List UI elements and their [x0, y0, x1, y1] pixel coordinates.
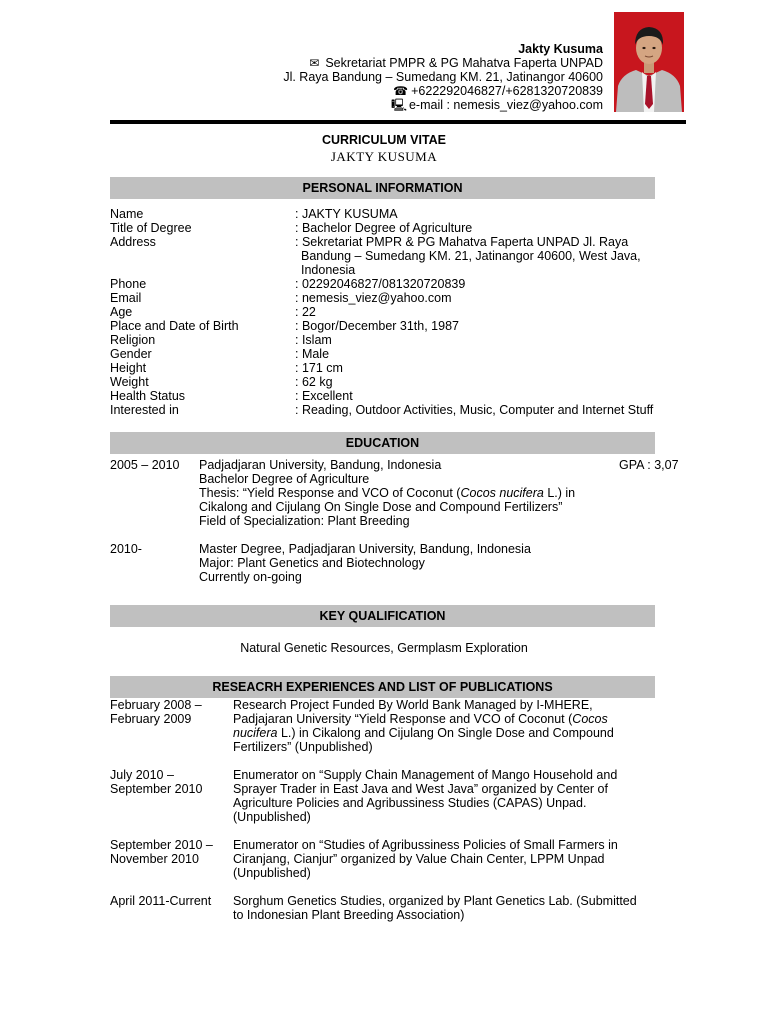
- value-degree: : Bachelor Degree of Agriculture: [295, 221, 473, 235]
- research-line: [233, 712, 608, 726]
- label-weight: Weight: [110, 375, 149, 389]
- research-date-end: November 2010: [110, 852, 199, 866]
- thesis-text-a: Thesis: “Yield Response and VCO of Coconut (: [199, 486, 461, 500]
- education-degree: Bachelor Degree of Agriculture: [199, 472, 370, 486]
- label-gender: Gender: [110, 347, 152, 361]
- research-line: (Unpublished): [233, 810, 311, 824]
- research-line: Sorghum Genetics Studies, organized by Plant Genetics Lab. (Submitted: [233, 894, 637, 908]
- phone-icon: ☎: [393, 84, 409, 98]
- thesis-text-b: L.) in: [543, 486, 576, 500]
- education-status: Currently on-going: [199, 570, 302, 584]
- value-address-3: Indonesia: [301, 263, 356, 277]
- research-line: Fertilizers” (Unpublished): [233, 740, 373, 754]
- value-address-1: : Sekretariat PMPR & PG Mahatva Faperta UNPAD Jl. Raya: [295, 235, 629, 249]
- cv-title: CURRICULUM VITAE: [321, 133, 447, 147]
- header-email: e-mail : nemesis_viez@yahoo.com: [408, 98, 603, 112]
- education-master: Master Degree, Padjadjaran University, Bandung, Indonesia: [199, 542, 531, 556]
- profile-photo: [614, 12, 684, 112]
- label-name: Name: [110, 207, 144, 221]
- research-line: [233, 726, 614, 740]
- education-period: 2005 – 2010: [110, 458, 180, 472]
- research-date-start: February 2008 –: [110, 698, 202, 712]
- research-line: Sprayer Trader in East Java and West Java” organized by Center of: [233, 782, 608, 796]
- education-university: Padjadjaran University, Bandung, Indonesia: [199, 458, 442, 472]
- header-divider: [110, 120, 686, 124]
- key-qualification-text: Natural Genetic Resources, Germplasm Exploration: [240, 641, 528, 655]
- value-height: : 171 cm: [295, 361, 343, 375]
- research-line: Enumerator on “Studies of Agribussiness Policies of Small Farmers in: [233, 838, 618, 852]
- value-gender: : Male: [295, 347, 330, 361]
- thesis-species: Cocos nucifera: [460, 486, 544, 500]
- research-line: to Indonesian Plant Breeding Association): [233, 908, 465, 922]
- research-species: nucifera: [233, 726, 278, 740]
- research-date-start: April 2011-Current: [110, 894, 212, 908]
- contact-header: [283, 42, 603, 112]
- research-date-end: September 2010: [110, 782, 203, 796]
- research-text: Padjajaran University “Yield Response and VCO of Coconut (: [233, 712, 573, 726]
- label-degree: Title of Degree: [110, 221, 192, 235]
- research-heading: RESEACRH EXPERIENCES AND LIST OF PUBLICATIONS: [110, 676, 655, 698]
- education-heading: EDUCATION: [110, 432, 655, 454]
- value-phone: : 02292046827/081320720839: [295, 277, 466, 291]
- research-date-start: July 2010 –: [110, 768, 174, 782]
- personal-information-heading: PERSONAL INFORMATION: [110, 177, 655, 199]
- label-height: Height: [110, 361, 147, 375]
- research-species: Cocos: [572, 712, 608, 726]
- label-birth: Place and Date of Birth: [110, 319, 239, 333]
- research-line: Research Project Funded By World Bank Managed by I-MHERE,: [233, 698, 593, 712]
- research-line: Enumerator on “Supply Chain Management of Mango Household and: [233, 768, 618, 782]
- research-line: Ciranjang, Cianjur” organized by Value Chain Center, LPPM Unpad: [233, 852, 605, 866]
- label-address: Address: [110, 235, 156, 249]
- education-gpa: GPA : 3,07: [619, 458, 679, 472]
- computer-icon: 🖳: [390, 98, 407, 112]
- value-age: : 22: [295, 305, 316, 319]
- education-thesis-cont: Cikalong and Cijulang On Single Dose and Compound Fertilizers”: [199, 500, 563, 514]
- education-period: 2010-: [110, 542, 142, 556]
- label-phone: Phone: [110, 277, 147, 291]
- value-birth: : Bogor/December 31th, 1987: [295, 319, 459, 333]
- education-major: Major: Plant Genetics and Biotechnology: [199, 556, 425, 570]
- value-address-2: Bandung – Sumedang KM. 21, Jatinangor 40600, West Java,: [301, 249, 641, 263]
- education-specialization: Field of Specialization: Plant Breeding: [199, 514, 410, 528]
- label-age: Age: [110, 305, 133, 319]
- value-religion: : Islam: [295, 333, 332, 347]
- research-date-end: February 2009: [110, 712, 192, 726]
- research-line: (Unpublished): [233, 866, 311, 880]
- value-email: : nemesis_viez@yahoo.com: [295, 291, 452, 305]
- header-address-2: Jl. Raya Bandung – Sumedang KM. 21, Jatinangor 40600: [283, 70, 603, 84]
- envelope-icon: ✉: [309, 56, 320, 70]
- cv-name: JAKTY KUSUMA: [330, 149, 438, 164]
- header-name: Jakty Kusuma: [518, 42, 603, 56]
- header-address-1: Sekretariat PMPR & PG Mahatva Faperta UNPAD: [325, 56, 603, 70]
- value-interests: : Reading, Outdoor Activities, Music, Computer and Internet Stuff: [295, 403, 654, 417]
- label-religion: Religion: [110, 333, 156, 347]
- value-weight: : 62 kg: [295, 375, 333, 389]
- research-text: L.) in Cikalong and Cijulang On Single Dose and Compound: [277, 726, 614, 740]
- value-name: : JAKTY KUSUMA: [295, 207, 398, 221]
- research-date-start: September 2010 –: [110, 838, 213, 852]
- person-photo-icon: [614, 12, 684, 112]
- header-phone: +622292046827/+6281320720839: [411, 84, 603, 98]
- value-health: : Excellent: [295, 389, 353, 403]
- label-email: Email: [110, 291, 142, 305]
- research-line: Agriculture Policies and Agribussiness Studies (CAPAS) Unpad.: [233, 796, 587, 810]
- key-qualification-heading: KEY QUALIFICATION: [110, 605, 655, 627]
- education-thesis: [199, 486, 575, 500]
- label-health: Health Status: [110, 389, 186, 403]
- label-interests: Interested in: [110, 403, 179, 417]
